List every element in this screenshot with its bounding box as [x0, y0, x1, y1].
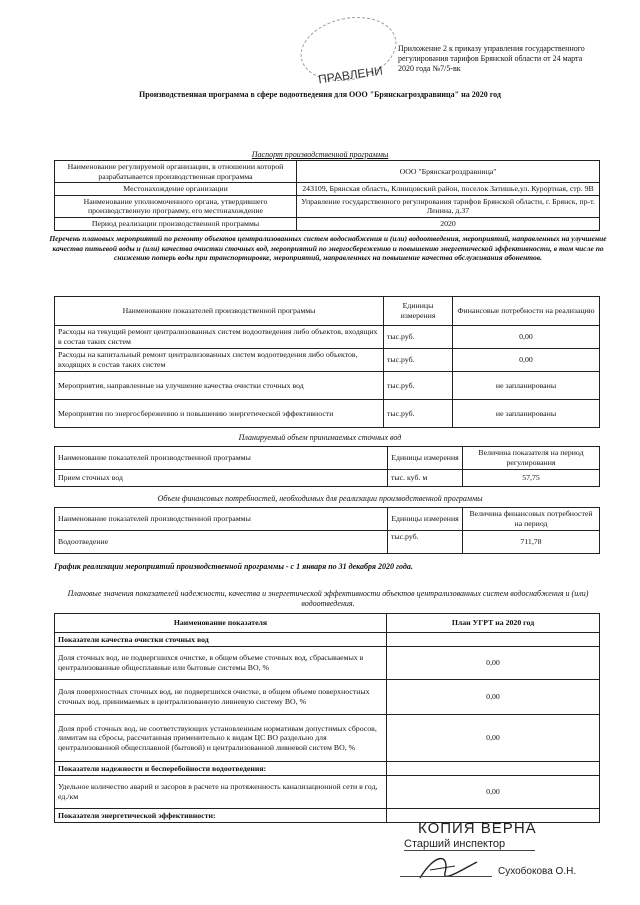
row-value: 57,75 — [463, 470, 600, 487]
row-name: Доля сточных вод, не подвергшихся очистке, в общем объеме сточных вод, сбрасываемых в централизованные общесплавные или бытовые системы ВО, % — [55, 647, 387, 680]
col-header: Наименование показателей производственной программы — [55, 297, 384, 326]
passport-label: Местонахождение организации — [55, 183, 297, 196]
passport-value: ООО "Брянскагроздравница" — [297, 161, 600, 183]
passport-heading: Паспорт производственной программы — [251, 150, 389, 159]
passport-table — [54, 160, 600, 231]
row-unit: тыс.руб. — [388, 531, 463, 554]
row-name: Доля проб сточных вод, не соответствующих установленным нормативам допустимых сбросов, лимитам на сбросы, рассчитанная применительно к видам ЦС ВО раздельно для централизованной общесплавной (бытовой) и централизованной ливневой систем ВО, % — [55, 715, 387, 762]
row-name: Мероприятия, направленные на улучшение качества очистки сточных вод — [55, 372, 384, 400]
row-value: 0,00 — [387, 647, 600, 680]
table-row — [55, 297, 600, 326]
row-value: 0,00 — [387, 776, 600, 809]
col-header: Единицы измерения — [388, 447, 463, 470]
row-unit: тыс. куб. м — [388, 470, 463, 487]
passport-label: Период реализации производственной программы — [55, 217, 297, 230]
row-unit: тыс.руб. — [384, 400, 453, 428]
table-row — [55, 762, 600, 776]
col-header: Наименование показателя — [55, 614, 387, 633]
table-row — [55, 531, 600, 554]
col-header: Величина финансовых потребностей на период — [463, 508, 600, 531]
empty-cell — [387, 762, 600, 776]
col-header: План УГРТ на 2020 год — [387, 614, 600, 633]
table-row — [55, 195, 600, 217]
section-header: Показатели качества очистки сточных вод — [55, 633, 387, 647]
passport-value: Управление государственного регулирования тарифов Брянской области, г. Брянск, пр-т. Ленина, д.37 — [297, 195, 600, 217]
passport-value: 243109, Брянская область, Клинцовский район, поселок Затишье,ул. Курортная, стр. 9В — [297, 183, 600, 196]
row-value: 0,00 — [387, 715, 600, 762]
col-header: Величина показателя на период регулирования — [463, 447, 600, 470]
row-value: не запланированы — [453, 372, 600, 400]
row-unit: тыс.руб. — [384, 372, 453, 400]
copy-stamp: КОПИЯ ВЕРНА — [418, 820, 537, 837]
col-header: Финансовые потребности на реализацию — [453, 297, 600, 326]
passport-label: Наименование уполномоченного органа, утвердившего производственную программу, его местонахождение — [55, 195, 297, 217]
seal-text: ПРАВЛЕНИ — [317, 63, 384, 87]
signature-icon — [415, 848, 485, 888]
table-row — [55, 647, 600, 680]
page-title: Производственная программа в сфере водоотведения для ООО "Брянскагроздравница" на 2020 год — [139, 90, 501, 99]
row-unit: тыс.руб. — [384, 326, 453, 349]
table-row — [55, 508, 600, 531]
volume-heading: Планируемый объем принимаемых сточных вод — [238, 433, 402, 442]
table-row — [55, 447, 600, 470]
row-value: 0,00 — [453, 349, 600, 372]
row-value: не запланированы — [453, 400, 600, 428]
table-row — [55, 614, 600, 633]
row-name: Расходы на капитальный ремонт централизованных систем водоотведения либо объектов, входящих в состав таких систем — [55, 349, 384, 372]
col-header: Единицы измерения — [388, 508, 463, 531]
row-value: 0,00 — [387, 680, 600, 715]
row-name: Мероприятия по энергосбережению и повышению энергетической эффективности — [55, 400, 384, 428]
section-header: Показатели надежности и бесперебойности водоотведения: — [55, 762, 387, 776]
table-row — [55, 715, 600, 762]
reliability-heading: Плановые значения показателей надежности, качества и энергетической эффективности объектов централизованных систем водоснабжения и (или) водоотведения. — [67, 589, 589, 608]
volume-table — [54, 446, 600, 487]
finance-heading: Объем финансовых потребностей, необходимых для реализации производственной программы — [157, 494, 483, 503]
plan-table — [54, 296, 600, 428]
row-name: Прием сточных вод — [55, 470, 388, 487]
table-row — [55, 349, 600, 372]
table-row — [55, 633, 600, 647]
table-row — [55, 161, 600, 183]
table-row — [55, 776, 600, 809]
row-unit: тыс.руб. — [384, 349, 453, 372]
appendix-note: Приложение 2 к приказу управления государственного регулирования тарифов Брянской области от 24 марта 2020 года №7/5-вк — [398, 44, 585, 73]
row-name: Доля поверхностных сточных вод, не подвергшихся очистке, в общем объеме поверхностных сточных вод, принимаемых в централизованную ливневую систему ВО, % — [55, 680, 387, 715]
reliability-table — [54, 613, 600, 823]
col-header: Единицы измерения — [384, 297, 453, 326]
signature-line — [400, 876, 492, 877]
row-name: Расходы на текущий ремонт централизованных систем водоотведения либо объектов, входящих в состав таких систем — [55, 326, 384, 349]
table-row — [55, 400, 600, 428]
empty-cell — [387, 633, 600, 647]
finance-table — [54, 507, 600, 554]
row-name: Удельное количество аварий и засоров в расчете на протяженность канализационной сети в год, ед./км — [55, 776, 387, 809]
plan-heading: Перечень плановых мероприятий по ремонту объектов централизованных систем водоснабжения и (или) водоотведения, мероприятий, направленных на улучшение качества питьевой воды и (или) качества очистки сточных вод, мероприятий по энергосбережению и повышению энергетической эффективности, в том числе по снижению потерь воды при транспортировке, мероприятий, направленных на повышение качества обслуживания абонентов. — [49, 234, 607, 262]
table-row — [55, 326, 600, 349]
passport-label: Наименование регулируемой организации, в отношении которой разрабатывается производственная программа — [55, 161, 297, 183]
schedule-note: График реализации мероприятий производственной программы - с 1 января по 31 декабря 2020 года. — [54, 562, 413, 571]
table-row — [55, 470, 600, 487]
table-row — [55, 217, 600, 230]
row-name: Водоотведение — [55, 531, 388, 554]
col-header: Наименование показателей производственной программы — [55, 447, 388, 470]
col-header: Наименование показателей производственной программы — [55, 508, 388, 531]
table-row — [55, 680, 600, 715]
inspector-name: Сухобокова О.Н. — [498, 866, 577, 877]
row-value: 0,00 — [453, 326, 600, 349]
table-row — [55, 372, 600, 400]
row-value: 711,78 — [463, 531, 600, 554]
table-row — [55, 183, 600, 196]
section-header: Показатели энергетической эффективности: — [55, 809, 387, 823]
passport-value: 2020 — [297, 217, 600, 230]
stamp-position: Старший инспектор — [404, 838, 535, 851]
